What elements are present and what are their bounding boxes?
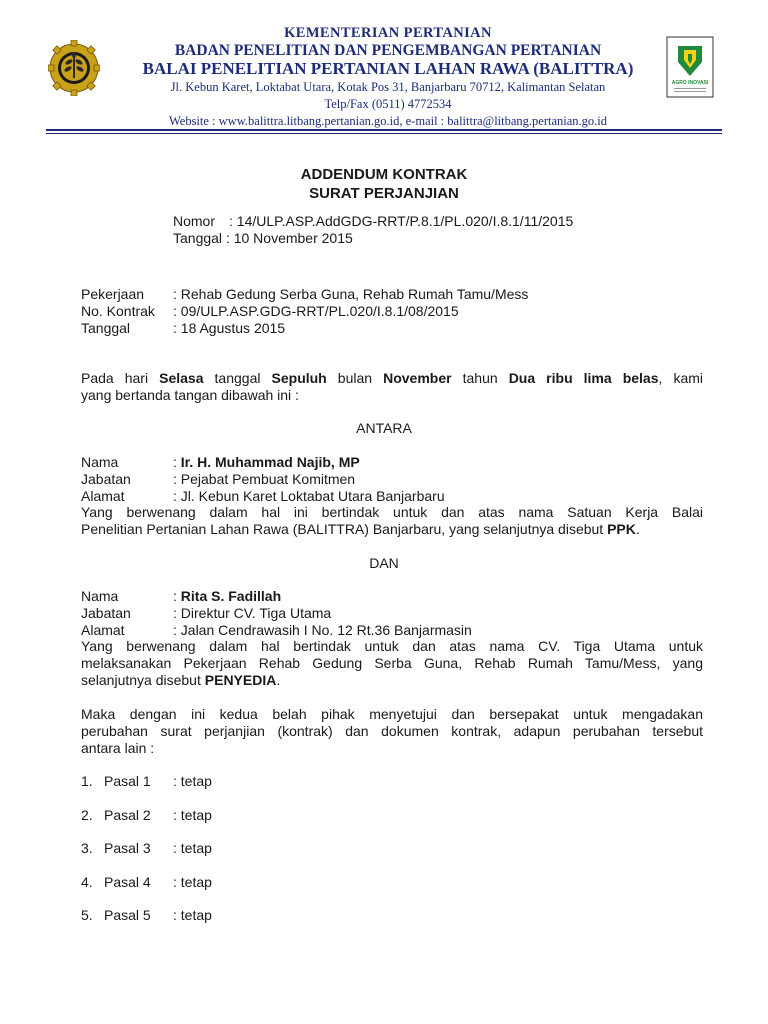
opening-line-1: Pada hari Selasa tanggal Sepuluh bulan November tahun Dua ribu lima belas, kami: [81, 370, 704, 386]
year-words: Dua ribu lima belas: [508, 370, 659, 386]
party2-desc-line1: Yang berwenang dalam hal bertindak untuk dan atas nama CV. Tiga Utama untuk: [81, 638, 703, 654]
letterhead-divider-thin: [46, 133, 722, 134]
reference-number: [173, 213, 573, 230]
party1-address: Alamat : Jl. Kebun Karet Loktabat Utara Banjarbaru: [81, 488, 445, 504]
agro-inovasi-logo: [666, 36, 714, 98]
ministry-name: KEMENTERIAN PERTANIAN: [284, 25, 492, 41]
agreement-line3: antara lain :: [81, 740, 155, 756]
kontrak-label: No. Kontrak: [81, 303, 155, 319]
month-name: November: [383, 370, 452, 386]
document-title: ADDENDUM KONTRAK: [300, 166, 468, 183]
party1-desc-line2: Penelitian Pertanian Lahan Rawa (BALITTRA) Banjarbaru, yang selanjutnya disebut PPK.: [81, 521, 640, 537]
list-item: 1. Pasal 1 : tetap: [81, 773, 212, 789]
agency-name: BADAN PENELITIAN DAN PENGEMBANGAN PERTANIAN: [174, 42, 602, 59]
contract-work: [81, 286, 528, 303]
pekerjaan-value: : Rehab Gedung Serba Guna, Rehab Rumah Tamu/Mess: [173, 286, 529, 302]
party1-desc-line1: Yang berwenang dalam hal ini bertindak untuk dan atas nama Satuan Kerja Balai: [81, 504, 703, 520]
party2-position: Jabatan : Direktur CV. Tiga Utama: [81, 605, 332, 621]
institute-phone: Telp/Fax (0511) 4772534: [324, 97, 452, 111]
contract-number: [81, 303, 459, 320]
party2-name: Nama : Rita S. Fadillah: [81, 588, 282, 604]
dan-heading: DAN: [369, 555, 399, 571]
opening-line-2: yang bertanda tangan dibawah ini :: [81, 387, 299, 403]
logo-caption: AGRO INOVASI: [671, 80, 709, 86]
tanggal-value: : 18 Agustus 2015: [173, 320, 286, 336]
party1-name: Nama : Ir. H. Muhammad Najib, MP: [81, 454, 360, 470]
nomor-label: Nomor: [173, 213, 216, 229]
agreement-line1: Maka dengan ini kedua belah pihak menyetujui dan bersepakat untuk mengadakan: [81, 706, 703, 722]
list-item: 2. Pasal 2 : tetap: [81, 807, 212, 823]
kontrak-value: : 09/ULP.ASP.GDG-RRT/PL.020/I.8.1/08/2015: [173, 303, 459, 319]
party1-position: Jabatan : Pejabat Pembuat Komitmen: [81, 471, 356, 487]
letterhead-divider: [46, 129, 722, 131]
tanggal-label: Tanggal: [81, 320, 131, 336]
party2-name-value: Rita S. Fadillah: [180, 588, 282, 604]
contract-date: [81, 320, 285, 337]
list-item: 3. Pasal 3 : tetap: [81, 840, 212, 856]
nomor-value: : 14/ULP.ASP.AddGDG-RRT/P.8.1/PL.020/I.8.1/11/2015: [229, 213, 574, 229]
antara-heading: ANTARA: [356, 420, 412, 436]
day-name: Selasa: [159, 370, 204, 386]
date-words: Sepuluh: [271, 370, 327, 386]
ministry-emblem-logo: [48, 40, 100, 96]
institute-website: Website : www.balittra.litbang.pertanian.go.id, e-mail : balittra@litbang.pertanian.go.id: [168, 114, 608, 128]
list-item: 5. Pasal 5 : tetap: [81, 907, 212, 923]
institute-address: Jl. Kebun Karet, Loktabat Utara, Kotak Pos 31, Banjarbaru 70712, Kalimantan Selatan: [170, 80, 606, 94]
reference-date: Tanggal : 10 November 2015: [173, 230, 353, 246]
document-subtitle: SURAT PERJANJIAN: [309, 185, 459, 202]
party2-desc-line3: selanjutnya disebut PENYEDIA.: [81, 672, 281, 688]
penyedia-term: PENYEDIA: [204, 672, 277, 688]
party2-address: Alamat : Jalan Cendrawasih I No. 12 Rt.36 Banjarmasin: [81, 622, 472, 638]
agreement-line2: perubahan surat perjanjian (kontrak) dan dokumen kontrak, adapun perubahan tersebut: [81, 723, 703, 739]
institute-name: BALAI PENELITIAN PERTANIAN LAHAN RAWA (BALITTRA): [142, 59, 634, 78]
ppk-term: PPK: [607, 521, 636, 537]
party1-name-value: Ir. H. Muhammad Najib, MP: [180, 454, 360, 470]
party2-desc-line2: melaksanakan Pekerjaan Rehab Gedung Serba Guna, Rehab Rumah Tamu/Mess, yang: [81, 655, 703, 671]
list-item: 4. Pasal 4 : tetap: [81, 874, 212, 890]
letterhead: [108, 24, 668, 130]
pekerjaan-label: Pekerjaan: [81, 286, 145, 302]
